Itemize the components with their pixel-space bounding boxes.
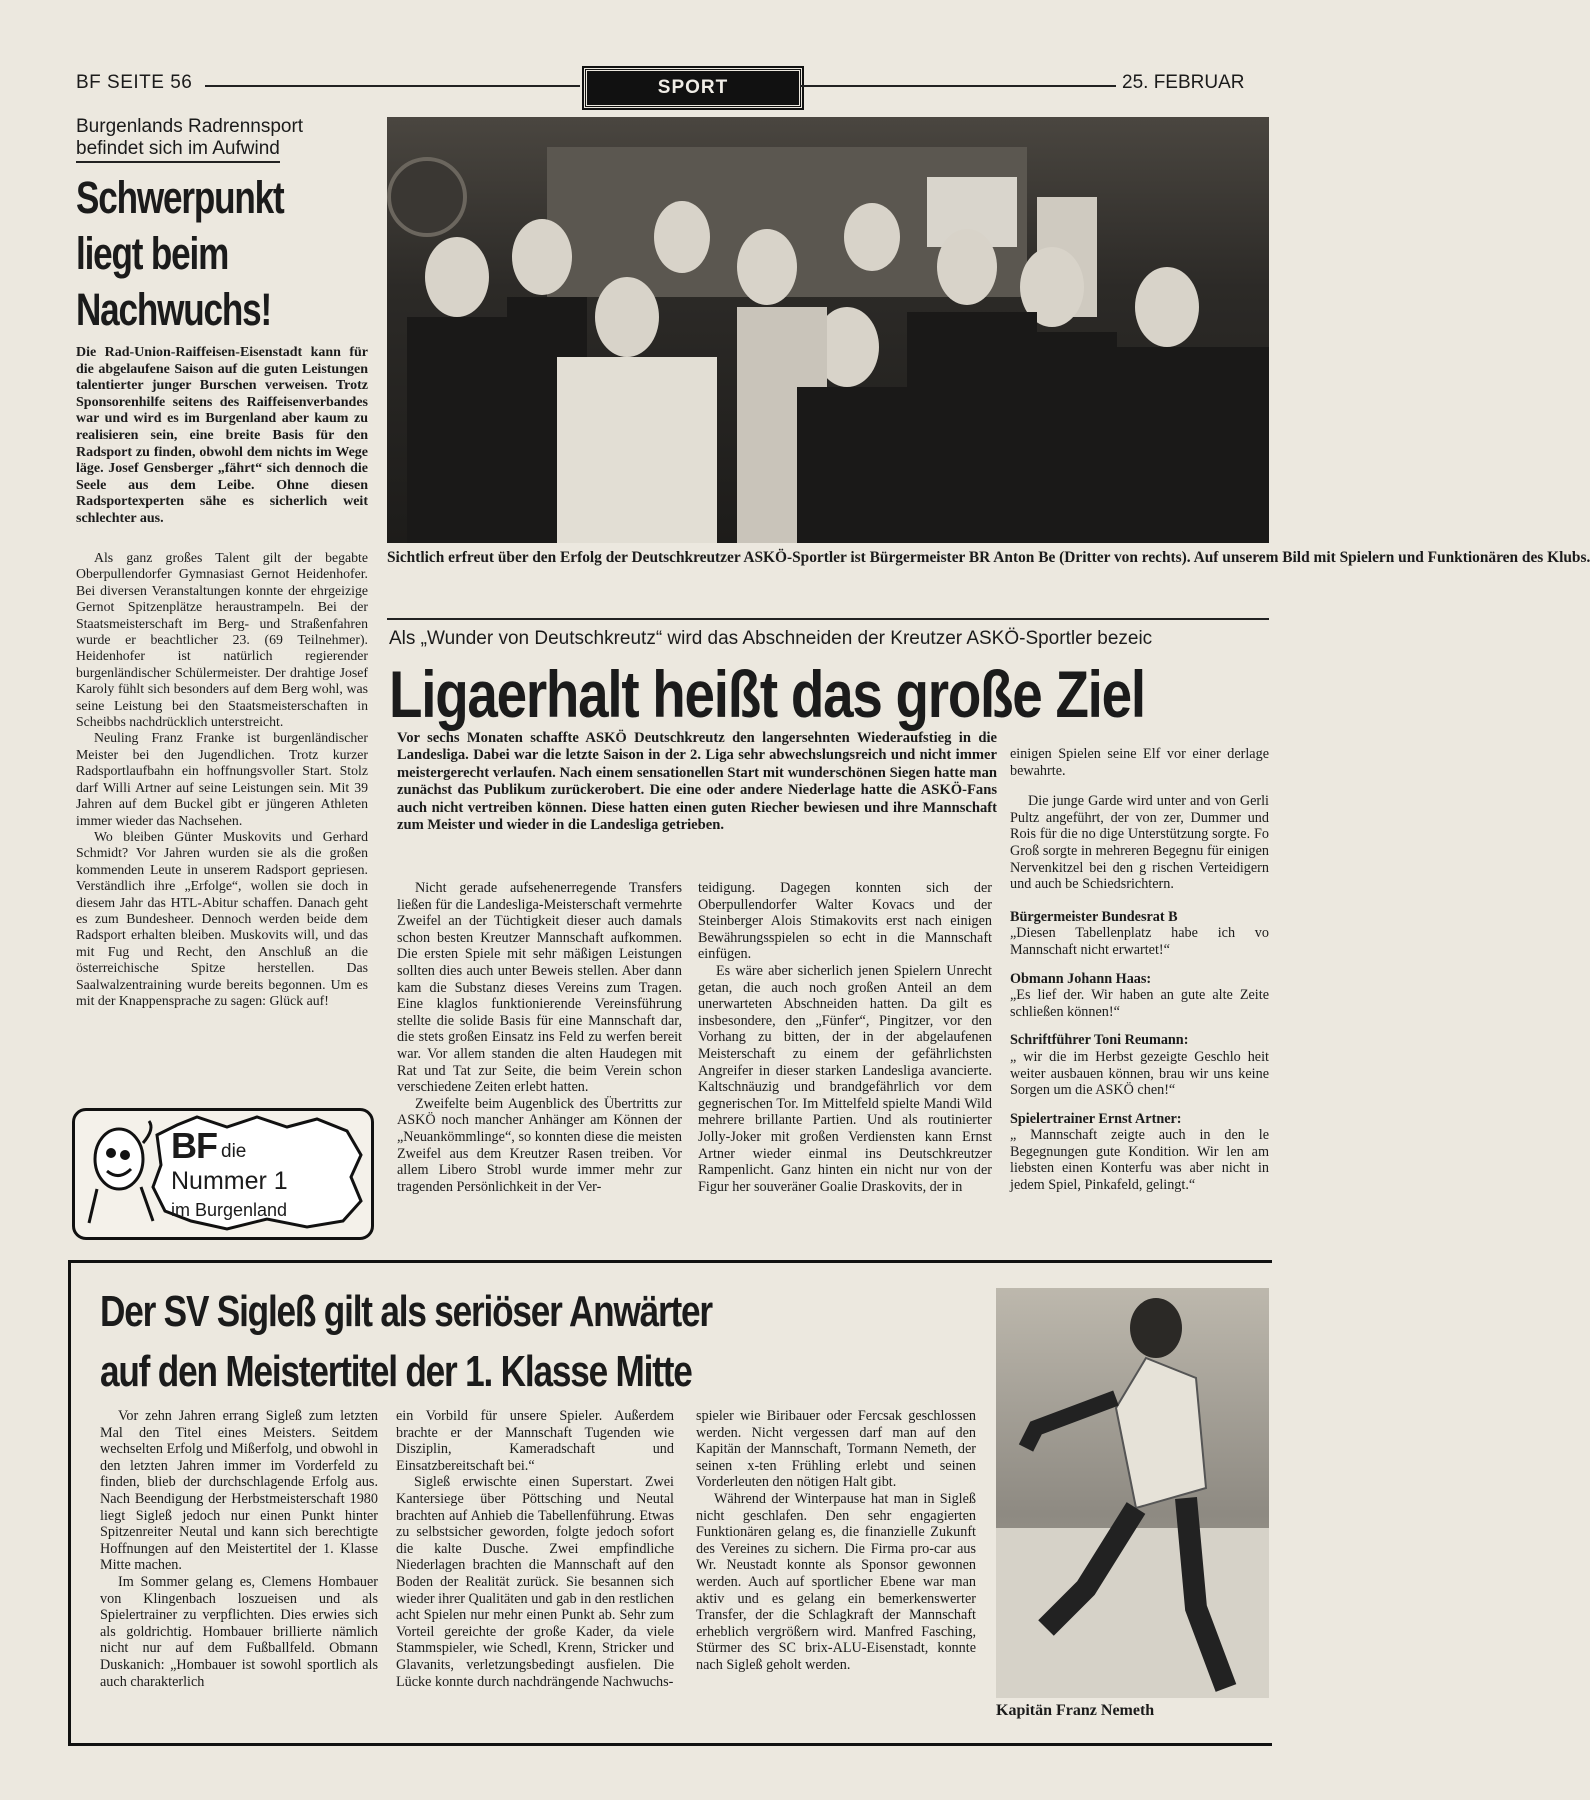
page-number: BF SEITE 56 xyxy=(76,72,193,93)
ad-line3: im Burgenland xyxy=(171,1200,288,1220)
quote-speaker: Obmann Johann Haas: xyxy=(1010,970,1152,987)
article2-paragraph: einigen Spielen seine Elf vor einer derlage bewahrte. xyxy=(1010,746,1269,779)
team-photo xyxy=(387,117,1269,543)
article1-headline xyxy=(76,170,357,338)
article1-kicker-line2: befindet sich im Aufwind xyxy=(76,138,280,163)
ad-line2: Nummer 1 xyxy=(171,1167,288,1195)
header-rule-right xyxy=(800,85,1116,87)
header-rule-left xyxy=(205,85,580,87)
ad-word: die xyxy=(221,1141,247,1162)
quote-speaker: Bürgermeister Bundesrat B xyxy=(1010,908,1178,925)
quote-item xyxy=(1010,971,1269,1021)
article3-paragraph: spieler wie Biribauer oder Fercsak geschlossen werden. Nicht vergessen darf man auf den Kapitän der Mannschaft, Tormann Nemeth, der seinen x-ten Frühling erlebt und seinen Vorderleuten den nötigen Halt gibt. xyxy=(696,1408,976,1491)
article3-paragraph: Während der Winterpause hat man in Sigleß nicht geschlafen. Den sehr engagierten Funktionären gelang es, die finanzielle Zukunft des Vereines zu sichern. Die Firma pro-car aus Wr. Neustadt konnte als Sponsor gewonnen werden. Auch auf sportlicher Ebene war man aktiv und es gelang ein bemerkenswerter Transfer, der die Schlagkraft der Mannschaft erheblich vergrößern wird. Manfred Fasching, Stürmer des SC brix-ALU-Eisenstadt, konnte nach Sigleß geholt werden. xyxy=(696,1490,976,1673)
article3-headline xyxy=(100,1282,712,1402)
article3-headline-line2: auf den Meistertitel der 1. Klasse Mitte xyxy=(100,1347,692,1396)
article1-lead: Die Rad-Union-Raiffeisen-Eisenstadt kann für die abgelaufene Saison auf die guten Leistungen talentierter junger Burschen verweisen. Trotz Sponsorenhilfe seitens des Raiffeisenverbandes war und wird es im Burgenland aber kaum zu realisieren sein, eine breite Basis für den Radsport zu finden, obwohl dem nichts im Wege läge. Josef Gensberger „fährt“ sich dennoch die Seele aus dem Leibe. Ohne diesen Radsportexperten sähe es sicherlich weit schlechter aus. xyxy=(76,345,368,526)
ad-brand: BF xyxy=(171,1125,217,1166)
article2-top-rule xyxy=(387,618,1269,620)
captain-photo-caption: Kapitän Franz Nemeth xyxy=(996,1702,1155,1719)
article1-paragraph: Neuling Franz Franke ist burgenländischer Meister bei den Jugendlichen. Trotz kurzer Radsportlaufbahn ein hoffnungsvoller Start. Stolz darf Willi Artner auf seine Leistungen sein. Mit 39 Jahren auf dem Buckel gibt er jüngeren Athleten immer wieder das Nachsehen. xyxy=(76,730,368,828)
article2-paragraph: teidigung. Dagegen konnten sich der Oberpullendorfer Walter Kovacs und der Steinberger Alois Stimakovits erst nach einigen Bewährungsspielen so echt in die Mannschaft einfügen. xyxy=(698,880,992,963)
article1-headline-line1: Schwerpunkt xyxy=(76,172,284,223)
quote-text: „ wir die im Herbst gezeigte Geschlo heit weiter ausbauen können, brau wir uns keine Sorgen um die ASKÖ chen!“ xyxy=(1010,1048,1269,1099)
article2-column3 xyxy=(1010,746,1269,1194)
quote-text: „Diesen Tabellenplatz habe ich vo Mannschaft nicht erwartet!“ xyxy=(1010,925,1269,958)
article1-kicker-line1: Burgenlands Radrennsport xyxy=(76,116,304,137)
quote-text: „Es lief der. Wir haben an gute alte Zeite schließen können!“ xyxy=(1010,987,1269,1020)
article3-paragraph: Sigleß erwischte einen Superstart. Zwei Kantersiege über Pöttsching und Neutal brachten auf Anhieb die Tabellenführung. Etwas zu selbstsicher geworden, folgte jedoch sofort die kalte Dusche. Zwei empfindliche Niederlagen brachten die Mannschaft auf den Boden der Realität zurück. Sie besannen sich wieder ihrer Qualitäten und gab in den restlichen acht Spielen nur mehr einen Punkt ab. Sehr zum Vorteil gereichte der große Kader, da viele Stammspieler, wie Schedl, Krenn, Stricker und Glavanits, verletzungsbedingt ausfielen. Die Lücke konnte durch nachdrängende Nachwuchs- xyxy=(396,1474,674,1690)
article1-kicker xyxy=(76,116,376,163)
article1-headline-line2: liegt beim xyxy=(76,228,229,279)
bf-ad-box xyxy=(72,1108,374,1240)
quote-item xyxy=(1010,1111,1269,1194)
article3-column3 xyxy=(696,1408,976,1674)
article3-column2 xyxy=(396,1408,674,1690)
article2-paragraph: Zweifelte beim Augenblick des Übertritts zur ASKÖ noch mancher Anhänger am Können der „Neuankömmlinge“, so konnten diese die meisten Zweifel aus dem Kreutzer Rasen treiben. Vor allem Libero Strobl wurde immer mehr zur tragenden Persönlichkeit in der Ver- xyxy=(397,1095,682,1195)
article1-body xyxy=(76,550,368,1009)
quote-text: „ Mannschaft zeigte auch in den le Begegnungen gute Kondition. Wir len am liebsten einen Konterfu was aber nicht in jedem Spiel, Pinkafeld, gelingt.“ xyxy=(1010,1127,1269,1194)
section-label: SPORT xyxy=(584,68,802,108)
article1-paragraph: Als ganz großes Talent gilt der begabte Oberpullendorfer Gymnasiast Gernot Heidenhofer. Bei diversen Veranstaltungen konnte der ehrgeizige Gernot Spitzenplätze heraustrampeln. Bei der Staatsmeisterschaft im Berg- und Straßenfahren wurde er beachtlicher 23. (69 Teilnehmer). Heidenhofer ist natürlich regierender burgenländischer Schülermeister. Der drahtige Josef Karoly fühlt sich besonders auf dem Berg wohl, was seine Leistung bei den Staatsmeisterschaften in Scheibbs nachdrücklich unterstreicht. xyxy=(76,550,368,730)
article2-kicker: Als „Wunder von Deutschkreutz“ wird das Abschneiden der Kreutzer ASKÖ-Sportler bezeic xyxy=(389,628,1153,649)
article2-paragraph: Nicht gerade aufsehenerregende Transfers ließen für die Landesliga-Meisterschaft vermehrte Zweifel an der Tüchtigkeit dieser auch damals schon besten Kreutzer Mannschaft aufkommen. Die ersten Spiele mit sehr mäßigen Leistungen sollten dies auch unter Beweis stellen. Aber dann kam die Substanz dieses Vereins zum Tragen. Eine klaglos funktionierende Vereinsführung stellte die solide Basis für eine Mannschaft dar, die stets großen Einsatz ins Feld zu werfen bereit war. Vor allem standen die alten Haudegen mit Rat und Tat zur Seite, die beim Verein schon verschiedene Zeiten erlebt hatten. xyxy=(397,880,682,1096)
article3-paragraph: Vor zehn Jahren errang Sigleß zum letzten Mal den Titel eines Meisters. Seitdem wechselten Erfolg und Mißerfolg, und obwohl in den letzten Jahren immer im Vorderfeld zu finden, blieb der durchschlagende Erfolg aus. Nach Beendigung der Herbstmeisterschaft 1980 liegt Sigleß jedoch nur einen Punkt hinter Spitzenreiter Neutal und kann sich berechtigte Hoffnungen auf den Meistertitel der 1. Klasse Mitte machen. xyxy=(100,1408,378,1574)
quote-item xyxy=(1010,1032,1269,1098)
article3-column1 xyxy=(100,1408,378,1690)
article3-paragraph: Im Sommer gelang es, Clemens Hombauer von Klingenbach loszueisen und als Spielertrainer zu verpflichten. Dies erwies sich als goldrichtig. Hombauer brillierte nämlich nicht nur auf dem Fußballfeld. Obmann Duskanich: „Hombauer ist sowohl sportlich als auch charakterlich xyxy=(100,1573,378,1690)
article1-headline-line3: Nachwuchs! xyxy=(76,284,272,335)
article2-column1 xyxy=(397,880,682,1195)
article1-paragraph: Wo bleiben Günter Muskovits und Gerhard Schmidt? Vor Jahren wurden sie als die großen kommenden Leute in unserem Radsport gepriesen. Verständlich ihre „Erfolge“, wollen sie doch in diesem Jahr das HTL-Abitur schaffen. Danach geht es zum Bundesheer. Dennoch werden beide dem Radsport erhalten bleiben. Muskovits will, und das mit Fug und Recht, den Anschluß an die österreichische Spitze herstellen. Das Saalwalzentraining wurde bereits begonnen. Um es mit der Knappensprache zu sagen: Glück auf! xyxy=(76,828,368,1008)
article2-paragraph: Die junge Garde wird unter and von Gerli Pultz angeführt, der von zer, Dummer und Rois für die no dige Unterstützung sorgte. Fo Groß sorgte in mehreren Begegnu für einigen Nervenkitzel bei den g rischen Verteidigern und auch be Schiedsrichtern. xyxy=(1010,793,1269,893)
team-photo-image xyxy=(387,117,1269,543)
article3-paragraph: ein Vorbild für unsere Spieler. Außerdem brachte er der Mannschaft Tugenden wie Disziplin, Kameradschaft und Einsatzbereitschaft bei.“ xyxy=(396,1408,674,1474)
quote-speaker: Schriftführer Toni Reumann: xyxy=(1010,1032,1189,1049)
quote-item xyxy=(1010,909,1269,959)
captain-photo xyxy=(996,1288,1269,1698)
team-photo-caption: Sichtlich erfreut über den Erfolg der Deutschkreutzer ASKÖ-Sportler ist Bürgermeister BR Anton Be (Dritter von rechts). Auf unserem Bild mit Spielern und Funktionären des Klubs. xyxy=(387,549,1590,566)
article2-lead: Vor sechs Monaten schaffte ASKÖ Deutschkreutz den langersehnten Wiederaufstieg in die Landesliga. Dabei war die letzte Saison in der 2. Liga sehr abwechslungsreich und nicht immer meistergerecht verlaufen. Nach einem sensationellen Start mit wunderschönen Siegen hatte man zunächst das Publikum zurückerobert. Die eine oder andere Niederlage hatte die ASKÖ-Fans auch nicht vertreiben können. Diese hatten einen guten Riecher bewiesen und ihre Mannschaft zum Meister und wieder in die Landesliga getrieben. xyxy=(397,730,997,834)
article2-column2 xyxy=(698,880,992,1195)
issue-date: 25. FEBRUAR xyxy=(1122,72,1245,93)
article2-headline: Ligaerhalt heißt das große Ziel xyxy=(389,657,1145,731)
quote-speaker: Spielertrainer Ernst Artner: xyxy=(1010,1110,1182,1127)
captain-photo-image xyxy=(996,1288,1269,1698)
article3-headline-line1: Der SV Sigleß gilt als seriöser Anwärter xyxy=(100,1287,712,1336)
article2-paragraph: Es wäre aber sicherlich jenen Spielern Unrecht getan, die auch noch großen Anteil an dem unerwarteten Abschneiden hatten. Da gilt es insbesondere, den „Fünfer“, Pingitzer, vor den Vorhang zu bitten, der in der abgelaufenen Meisterschaft zu einem der gefährlichsten Angreifer in dieser starken Landesliga avancierte. Kaltschnäuzig und brandgefährlich vor dem gegnerischen Tor. Im Mittelfeld spielte Mandi Wild mehrere brillante Partien. Und als routinierter Jolly-Joker mit großen Verdiensten kann Ernst Artner wieder einmal ins Deutschkreutzer Rampenlicht. Ganz hinten ein nicht nur von der Figur her souveräner Goalie Draskovits, der in xyxy=(698,962,992,1195)
